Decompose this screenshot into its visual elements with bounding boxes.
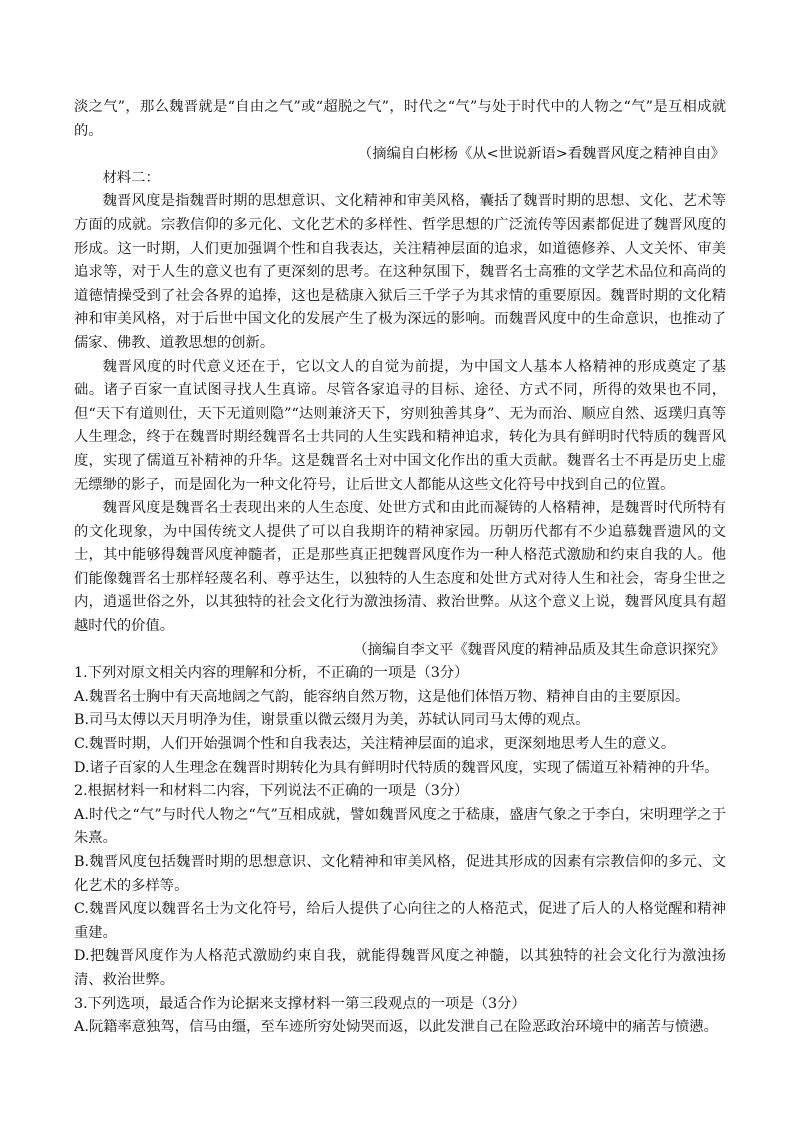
question-3-option-a: A.阮籍率意独驾，信马由缰，至车迹所穷处恸哭而返，以此发泄自己在险恶政治环境中的痛苦与愤懑。 <box>74 1019 718 1036</box>
material2-paragraph-2: 魏晋风度的时代意义还在于，它以文人的自觉为前提，为中国文人基本人格精神的形成奠定了基础。诸子百家一直试图寻找人生真谛。尽管各家追寻的目标、途径、方式不同，所得的效果也不同，但“天下有道则仕，天下无道则隐”“达则兼济天下，穷则独善其身”、无为而治、顺应自然、返璞归真等人生理念，终于在魏晋时期经魏晋名士共同的人生实践和精神追求，转化为具有鲜明时代特质的魏晋风度，实现了儒道互补精神的升华。这是魏晋名士对中国文化作出的重大贡献。魏晋名士不再是历史上虚无缥缈的影子，而是固化为一种文化符号，让后世文人都能从这些文化符号中找到自己的位置。 <box>74 358 726 493</box>
question-1-stem: 1.下列对原文相关内容的理解和分析，不正确的一项是（3分） <box>74 665 469 682</box>
question-1-option-c: C.魏晋时期，人们开始强调个性和自我表达，关注精神层面的追求，更深刻地思考人生的意义。 <box>74 736 676 753</box>
material2-paragraph-3: 魏晋风度是魏晋名士表现出来的人生态度、处世方式和由此而凝铸的人格精神，是魏晋时代所特有的文化现象，为中国传统文人提供了可以自我期许的精神家园。历朝历代都有不少追慕魏晋遗风的文士，其中能够得魏晋风度神髓者，正是那些真正把魏晋风度作为一种人格范式激励和约束自我的人。他们能像魏晋名士那样轻蔑名利、尊乎达生，以独特的人生态度和处世方式对待人生和社会，寄身尘世之内，逍遥世俗之外，以其独特的社会文化行为激浊扬清、救治世弊。从这个意义上说，魏晋风度具有超越时代的价值。 <box>74 500 726 635</box>
document-page <box>74 96 726 1040</box>
question-1-option-a: A.魏晋名士胸中有天高地阔之气韵，能容纳自然万物，这是他们体悟万物、精神自由的主要原因。 <box>74 688 690 705</box>
question-2-option-b: B.魏晋风度包括魏晋时期的思想意识、文化精神和审美风格，促进其形成的因素有宗教信仰的多元、文化艺术的多样等。 <box>74 854 726 894</box>
question-2-stem: 2.根据材料一和材料二内容，下列说法不正确的一项是（3分） <box>74 783 469 800</box>
question-2-option-d: D.把魏晋风度作为人格范式激励约束自我，就能得魏晋风度之神髓，以其独特的社会文化行为激浊扬清、救治世弊。 <box>74 948 726 988</box>
question-3-stem: 3.下列选项，最适合作为论据来支撑材料一第三段观点的一项是（3分） <box>74 995 526 1012</box>
material2-paragraph-1: 魏晋风度是指魏晋时期的思想意识、文化精神和审美风格，囊括了魏晋时期的思想、文化、艺术等方面的成就。宗教信仰的多元化、文化艺术的多样性、哲学思想的广泛流传等因素都促进了魏晋风度的形成。这一时期，人们更加强调个性和自我表达，关注精神层面的追求，如道德修养、人文关怀、审美追求等，对于人生的意义也有了更深刻的思考。在这种氛围下，魏晋名士高雅的文学艺术品位和高尚的道德情操受到了社会各界的追捧，这也是嵇康入狱后三千学子为其求情的重要原因。魏晋时期的文化精神和审美风格，对于后世中国文化的发展产生了极为深远的影响。而魏晋风度中的生命意识，也推动了儒家、佛教、道教思想的创新。 <box>74 193 726 351</box>
question-1-option-b: B.司马太傅以天月明净为佳，谢景重以微云缀月为美，苏轼认同司马太傅的观点。 <box>74 712 590 729</box>
material1-tail: 淡之气”，那么魏晋就是“自由之气”或“超脱之气”，时代之“气”与处于时代中的人物之“气”是互相成就的。 <box>74 99 726 139</box>
material2-label: 材料二： <box>102 169 160 186</box>
question-2-option-c: C.魏晋风度以魏晋名士为文化符号，给后人提供了心向往之的人格范式，促进了后人的人格觉醒和精神重建。 <box>74 901 726 941</box>
material1-source: （摘编自白彬杨《从<世说新语>看魏晋风度之精神自由》 <box>357 146 725 163</box>
material2-source: （摘编自李文平《魏晋风度的精神品质及其生命意识探究》 <box>353 641 725 658</box>
question-1-option-d: D.诸子百家的人生理念在魏晋时期转化为具有鲜明时代特质的魏晋风度，实现了儒道互补精神的升华。 <box>74 759 719 776</box>
question-2-option-a: A.时代之“气”与时代人物之“气”互相成就，譬如魏晋风度之于嵇康，盛唐气象之于李白，宋明理学之于朱熹。 <box>74 806 726 847</box>
